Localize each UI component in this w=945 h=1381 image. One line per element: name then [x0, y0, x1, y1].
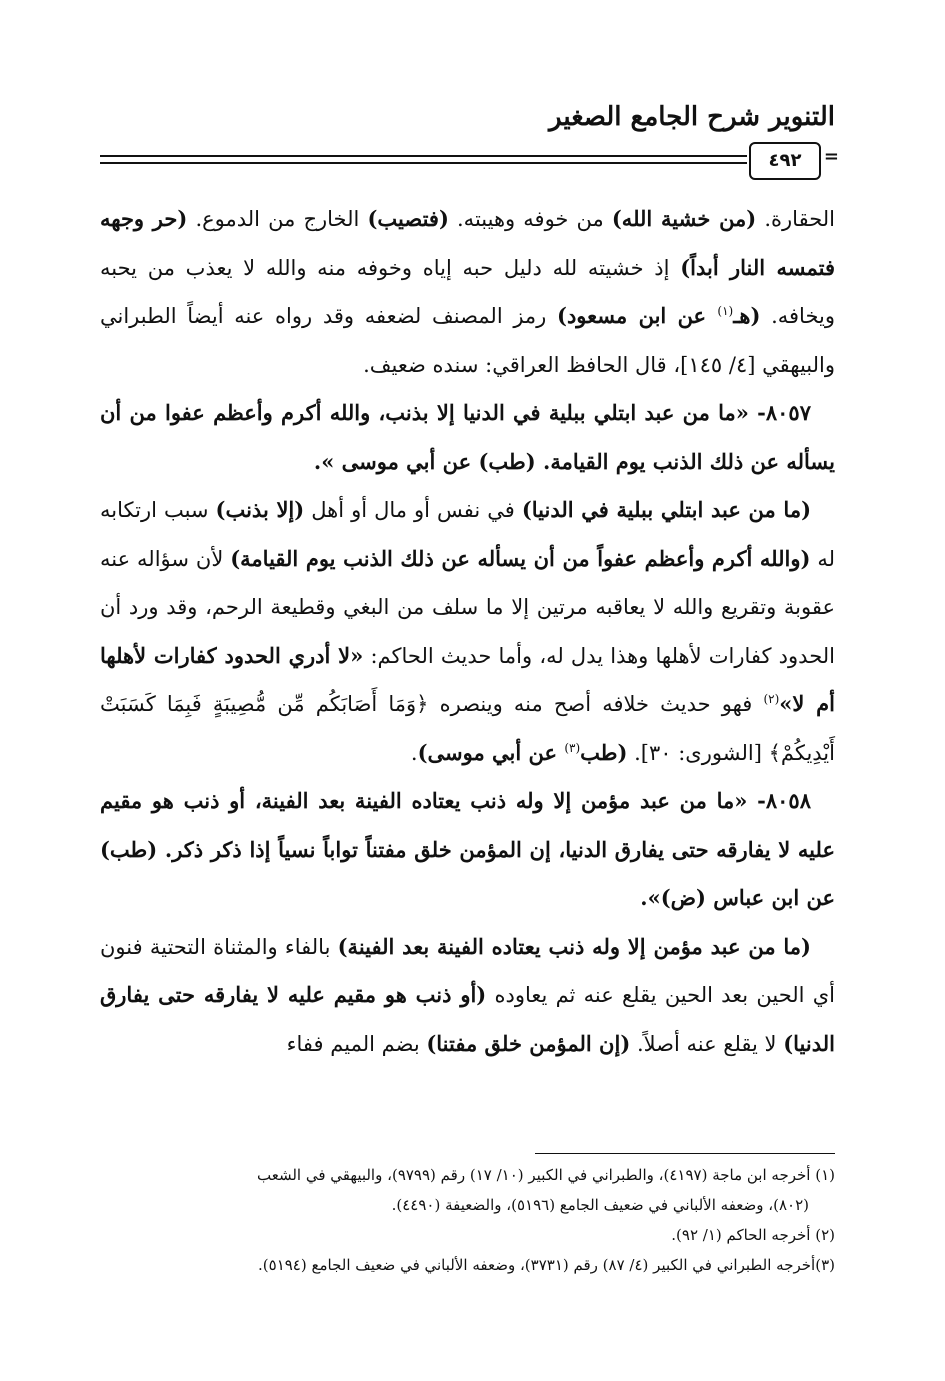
commentary-paragraph-3: (ما من عبد مؤمن إلا وله ذنب يعتاده الفينة بعد الفينة) بالفاء والمثناة التحتية فنون أي الحين بعد الحين يقلع عنه ثم يعاوده (أو ذنب هو مقيم عليه لا يفارقه حتى يفارق الدنيا) لا يقلع عنه أصلاً. (إن المؤمن خلق مفتنا) بضم الميم ففاء	[100, 933, 835, 1056]
footnote-separator	[535, 1153, 835, 1154]
main-text	[100, 195, 835, 1068]
hadith-8057: ٨٠٥٧- «ما من عبد ابتلي ببلية في الدنيا إلا بذنب، والله أكرم وأعظم عفوا من أن يسأله عن ذلك الذنب يوم القيامة. (طب) عن أبي موسى ».	[100, 400, 835, 474]
page-number: ٤٩٢	[749, 142, 821, 180]
footnote-1-continued: (٨٠٢)، وضعفه الألباني في ضعيف الجامع (٥١٩٦)، والضعيفة (٤٤٩٠).	[391, 1196, 809, 1214]
footnote-ref: (٢)	[763, 692, 780, 706]
footnote-ref: (١)	[717, 304, 734, 318]
footnote-1: (١) أخرجه ابن ماجة (٤١٩٧)، والطبراني في الكبير (١٠/ ١٧) رقم (٩٧٩٩)، والبيهقي في الشعب	[257, 1166, 835, 1184]
header-rule-line	[100, 155, 747, 157]
quran-verse: ﴿وَمَا أَصَابَكُم مِّن مُّصِيبَةٍ فَبِمَا كَسَبَتْ أَيْدِيكُمْ﴾	[100, 692, 835, 765]
running-header-title: التنوير شرح الجامع الصغير	[549, 102, 835, 132]
footnotes	[100, 1160, 835, 1280]
commentary-paragraph-2: (ما من عبد ابتلي ببلية في الدنيا) في نفس أو مال أو أهل (إلا بذنب) سبب ارتكابه له (والله أكرم وأعظم عفواً من أن يسأله عن ذلك الذنب يوم القيامة) لأن سؤاله عنه عقوبة وتقريع والله لا يعاقبه مرتين إلا ما سلف من البغي وقطيعة الرحم، وقد ورد أن الحدود كفارات لأهلها وهذا يدل له، وأما حديث الحاكم: «لا أدري الحدود كفارات لأهلها أم لا»$^{(٢)}$ فهو حديث خلافه أصح منه وينصره ﴿وَمَا أَصَابَكُم مِّن مُّصِيبَةٍ فَبِمَا كَسَبَتْ أَيْدِيكُمْ﴾ [الشورى: ٣٠]. (طب$^{(٣)}$ عن أبي موسى).	[100, 497, 836, 765]
footnote-ref: (٣)	[564, 740, 581, 755]
header-rule	[100, 140, 839, 180]
header-mark: =	[823, 146, 839, 167]
footnote-2: (٢) أخرجه الحاكم (١/ ٩٢).	[671, 1226, 835, 1244]
hadith-8058: ٨٠٥٨- «ما من عبد مؤمن إلا وله ذنب يعتاده الفينة بعد الفينة، أو ذنب هو مقيم عليه لا يفارقه حتى يفارق الدنيا، إن المؤمن خلق مفتناً تواباً نسياً إذا ذكر ذكر. (طب) عن ابن عباس (ض)».	[100, 788, 835, 910]
header-rule-line	[100, 162, 747, 164]
footnote-3: (٣)أخرجه الطبراني في الكبير (٤/ ٨٧) رقم (٣٧٣١)، وضعفه الألباني في ضعيف الجامع (٥١٩٤).	[258, 1256, 835, 1274]
commentary-paragraph-1: الحقارة. (من خشية الله) من خوفه وهيبته. (فتصيب) الخارج من الدموع. (حر وجهه فتمسه النار أبداً) إذ خشيته لله دليل حبه إياه وخوفه منه والله لا يعذب من يحبه ويخافه. (هـ$^{(١)}$ عن ابن مسعود) رمز المصنف لضعفه وقد رواه عنه أيضاً الطبراني والبيهقي [٤/ ١٤٥]، قال الحافظ العراقي: سنده ضعيف.	[100, 206, 835, 377]
